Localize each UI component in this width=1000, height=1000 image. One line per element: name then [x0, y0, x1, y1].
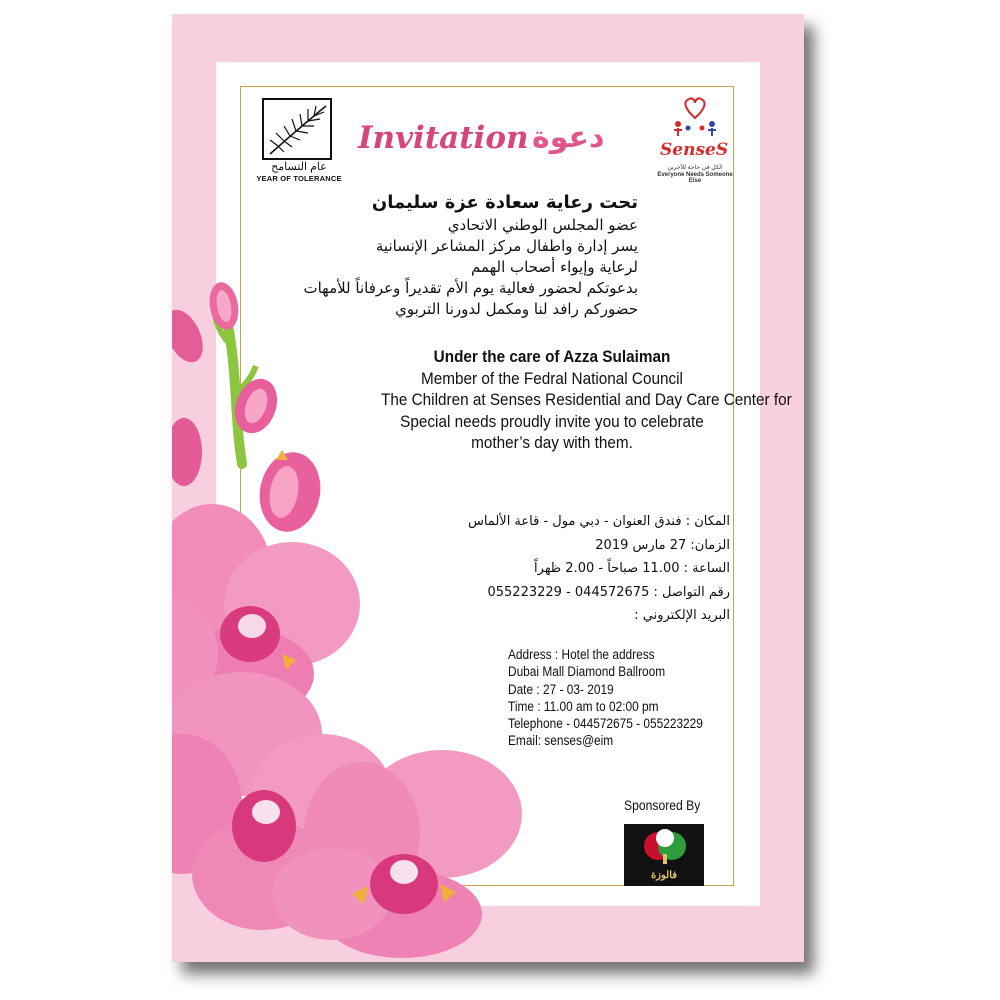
orchid-bud — [172, 418, 202, 486]
palm-leaf-icon — [264, 100, 330, 158]
english-intro-line: Special needs proudly invite you to celebrate — [400, 411, 704, 431]
detail-date-ar: الزمان: 27 مارس 2019 — [595, 537, 730, 553]
detail-venue: Dubai Mall Diamond Ballroom — [508, 664, 666, 680]
arabic-intro-line: بدعوتكم لحضور فعالية يوم الأم تقديراً وعرفاناً للأمهات — [303, 279, 638, 297]
detail-time: Time : 11.00 am to 02:00 pm — [508, 698, 659, 714]
tolerance-english: YEAR OF TOLERANCE — [256, 174, 342, 183]
heart-people-icon — [652, 96, 738, 142]
senses-logo — [652, 96, 738, 188]
tolerance-frame — [262, 98, 332, 160]
year-of-tolerance-logo — [256, 98, 342, 190]
english-intro-line: Under the care of Azza Sulaiman — [433, 347, 671, 366]
arabic-details — [467, 510, 730, 628]
detail-phone-ar: رقم التواصل : 044572675 - 055223229 — [487, 584, 730, 600]
sponsor-name: فالوزة — [650, 870, 678, 881]
arabic-intro — [268, 190, 638, 320]
arabic-intro-line: لرعاية وإيواء أصحاب الهمم — [470, 258, 638, 276]
detail-email: Email: senses@eim — [508, 733, 614, 749]
english-intro-line: The Children at Senses Residential and Day Care Center for — [381, 390, 792, 409]
detail-time-ar: الساعة : 11.00 صباحاً - 2.00 ظهراً — [534, 561, 730, 576]
english-details — [508, 646, 748, 750]
arabic-intro-line: يسر إدارة واطفال مركز المشاعر الإنسانية — [375, 237, 638, 255]
sponsor-logo — [624, 824, 704, 886]
invitation-heading — [358, 118, 605, 168]
senses-name: SenseS — [660, 140, 729, 160]
english-intro — [362, 346, 792, 454]
english-intro-line: mother’s day with them. — [471, 433, 633, 452]
invitation-card — [172, 14, 804, 962]
sponsor-section — [624, 798, 754, 881]
arabic-intro-line: عضو المجلس الوطني الاتحادي — [447, 216, 638, 234]
title-arabic: دعوة — [532, 120, 605, 155]
orchid-bud — [172, 304, 210, 368]
senses-tagline-arabic: الكل في حاجة للآخرين — [667, 165, 723, 171]
title-english: Invitation — [358, 120, 529, 156]
tolerance-arabic: عام التسامح — [271, 161, 327, 173]
detail-email-ar: البريد الإلكتروني : — [634, 608, 730, 623]
detail-place-ar: المكان : فندق العنوان - دبي مول - قاعة الألماس — [467, 514, 730, 529]
detail-telephone: Telephone - 044572675 - 055223229 — [508, 716, 703, 732]
detail-address: Address : Hotel the address — [508, 647, 655, 662]
sponsored-by-label: Sponsored By — [624, 798, 701, 813]
senses-tagline-english: Everyone Needs Someone Else — [657, 172, 733, 184]
english-intro-line: Member of the Fedral National Council — [421, 368, 683, 388]
arabic-intro-line: تحت رعاية سعادة عزة سليمان — [371, 192, 638, 213]
detail-date: Date : 27 - 03- 2019 — [508, 681, 614, 697]
arabic-intro-line: حضوركم رافد لنا ومكمل لدورنا التربوي — [395, 300, 638, 318]
